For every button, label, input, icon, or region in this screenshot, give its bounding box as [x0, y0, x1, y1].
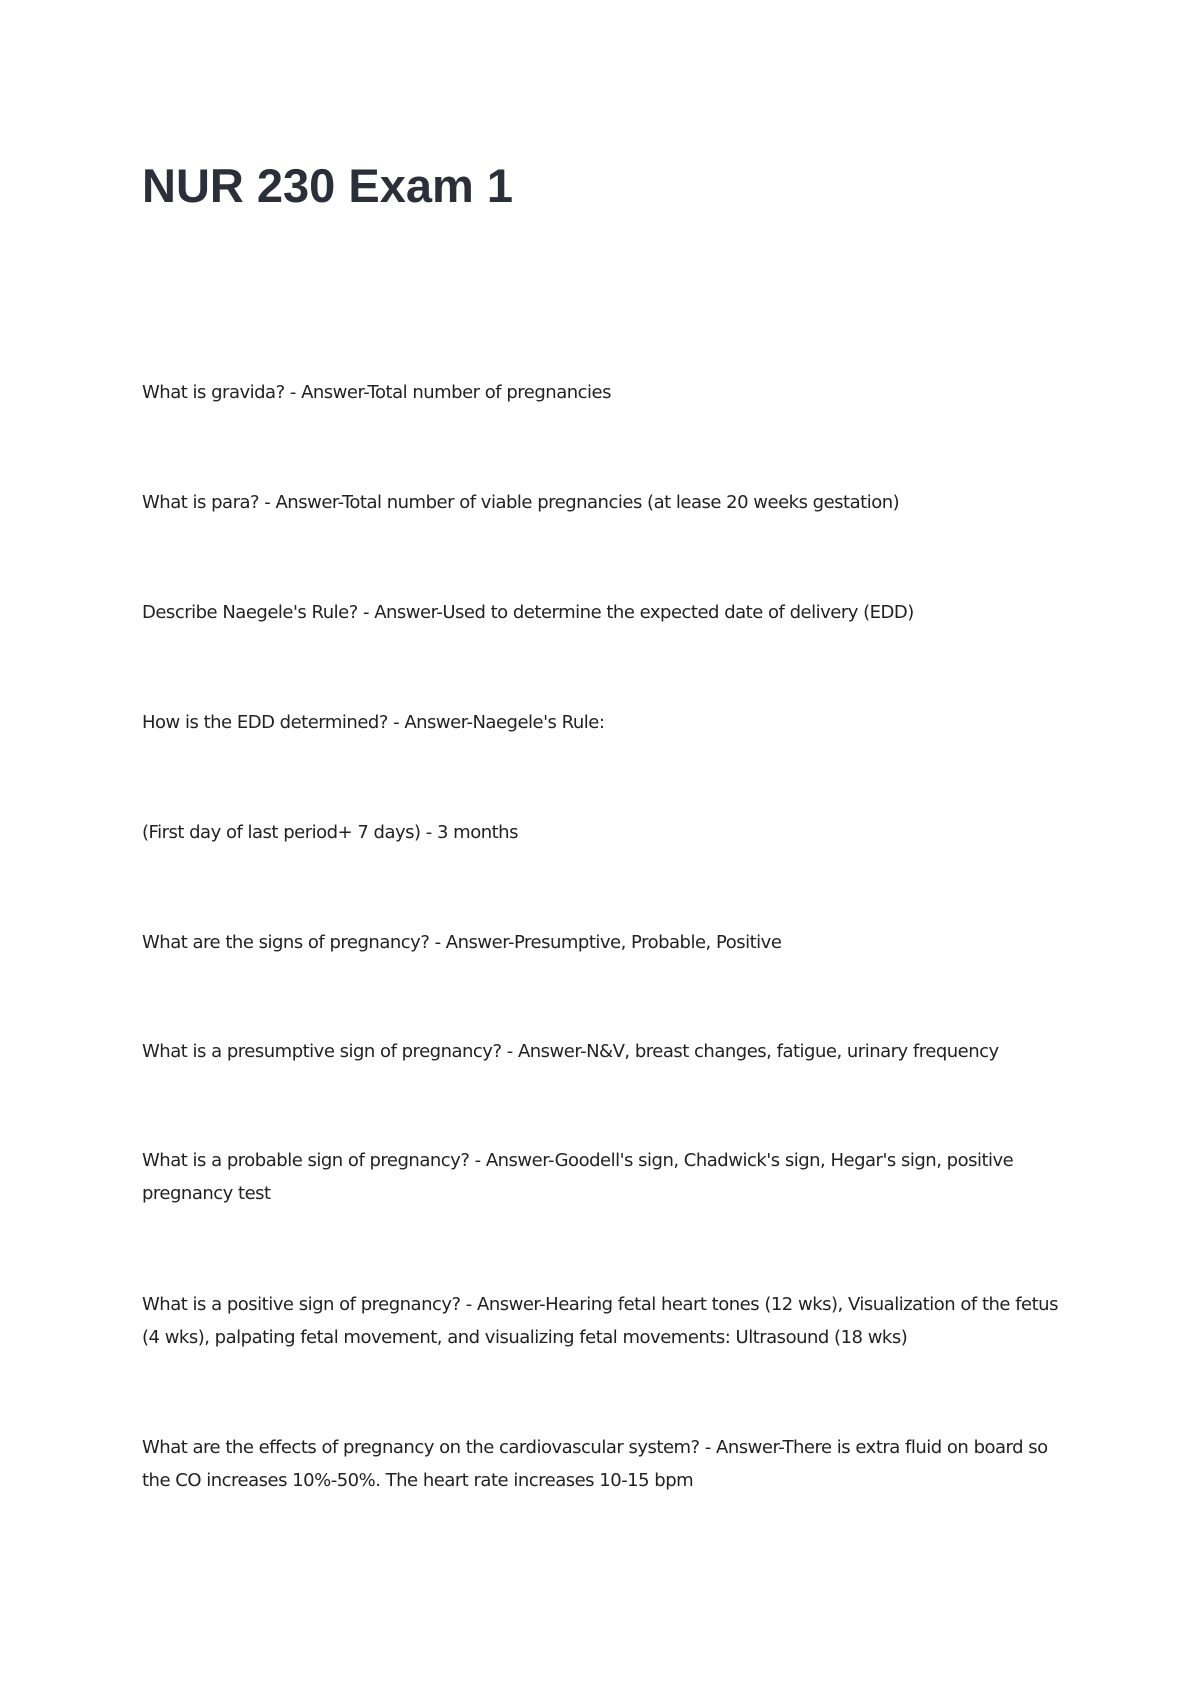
qa-entry-edd-determined: How is the EDD determined? - Answer-Naegele's Rule: [142, 712, 605, 733]
qa-entry-presumptive-sign: What is a presumptive sign of pregnancy? - Answer-N&V, breast changes, fatigue, urinary frequency [142, 1041, 999, 1062]
qa-entry-signs-of-pregnancy: What are the signs of pregnancy? - Answer-Presumptive, Probable, Positive [142, 932, 782, 953]
page-title: NUR 230 Exam 1 [142, 159, 513, 212]
qa-entry-para: What is para? - Answer-Total number of viable pregnancies (at lease 20 weeks gestation) [142, 492, 900, 513]
qa-entry-edd-formula: (First day of last period+ 7 days) - 3 months [142, 822, 518, 843]
qa-entry-naegele-rule: Describe Naegele's Rule? - Answer-Used to determine the expected date of delivery (EDD) [142, 602, 914, 623]
qa-entry-probable-sign: What is a probable sign of pregnancy? - Answer-Goodell's sign, Chadwick's sign, Hegar's sign, positive pregnancy test [142, 1150, 1014, 1204]
qa-entry-positive-sign: What is a positive sign of pregnancy? - Answer-Hearing fetal heart tones (12 wks), Visualization of the fetus (4 wks), palpating fetal movement, and visualizing fetal movements: Ultrasound (18 wks) [142, 1294, 1058, 1348]
qa-entry-cardiovascular-effects: What are the effects of pregnancy on the cardiovascular system? - Answer-There is extra fluid on board so the CO increases 10%-50%. The heart rate increases 10-15 bpm [142, 1437, 1048, 1491]
qa-entry-gravida: What is gravida? - Answer-Total number of pregnancies [142, 382, 611, 403]
